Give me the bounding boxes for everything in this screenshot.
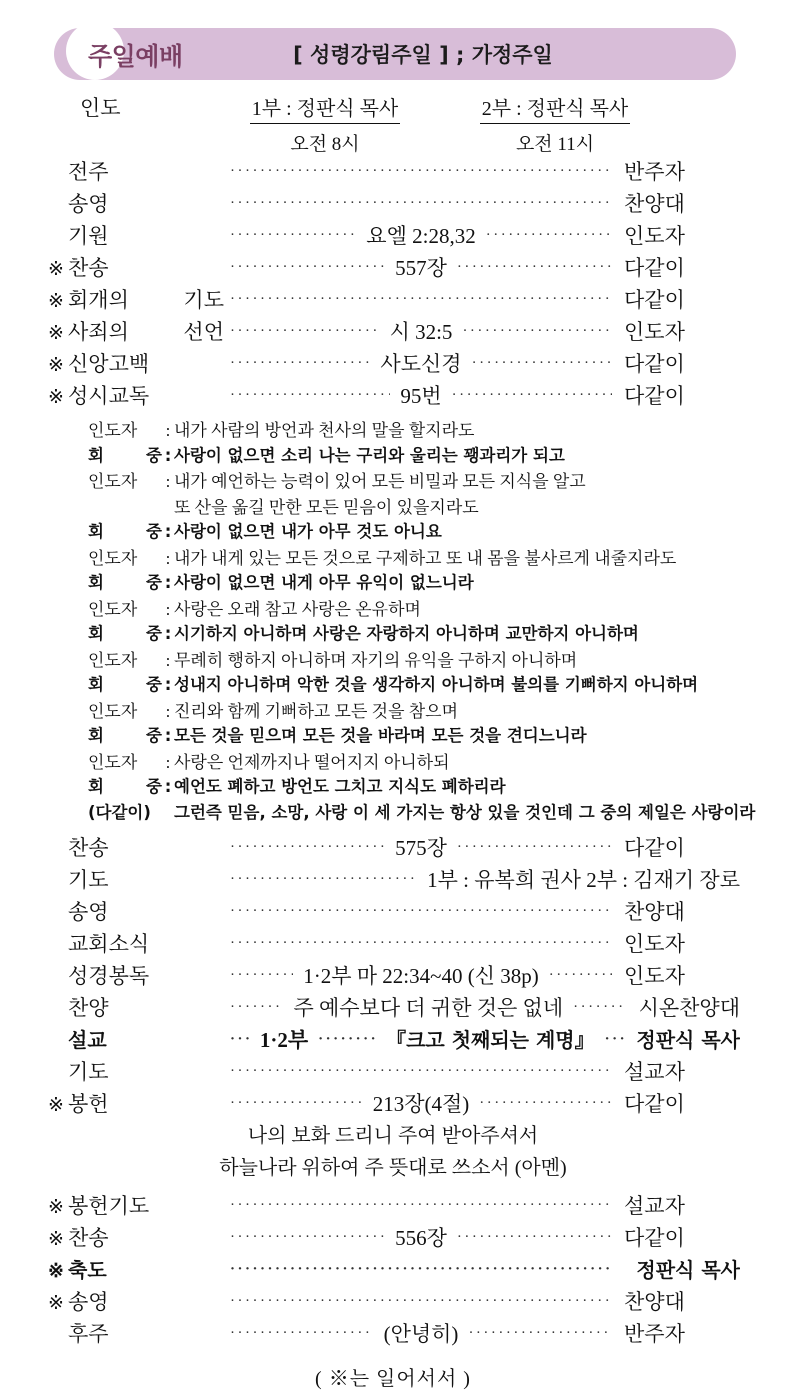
dot-leader	[230, 260, 385, 275]
order-label: 찬송	[68, 836, 109, 860]
reading-text: 사랑은 언제까지나 떨어지지 아니하되	[174, 752, 450, 772]
service-2-leader: 2부 : 정판식 목사	[480, 92, 630, 124]
order-row	[0, 284, 786, 316]
dot-leader	[549, 968, 612, 983]
dot-leader	[230, 936, 612, 951]
reading-speaker: 회 중	[88, 624, 162, 643]
reading-colon: :	[164, 522, 172, 541]
service-1-leader: 1부 : 정판식 목사	[250, 92, 400, 124]
banner-badge-label: 주일예배	[88, 42, 183, 71]
order-row	[0, 188, 786, 220]
dot-leader	[452, 388, 612, 403]
order-center-text: 575장	[395, 836, 447, 860]
order-row	[0, 316, 786, 348]
order-performer: 다같이	[624, 836, 685, 860]
order-row	[0, 992, 786, 1024]
reading-colon: :	[165, 548, 171, 568]
reading-speaker: 회 중	[88, 777, 162, 796]
order-label: 전주	[68, 160, 109, 184]
order-label: 사죄의 선언	[68, 320, 224, 344]
dot-leader	[457, 840, 612, 855]
order-row	[0, 380, 786, 412]
standing-mark: ※	[48, 323, 64, 344]
service-2-column	[440, 92, 670, 156]
responsive-reading-line	[88, 467, 746, 493]
standing-mark: ※	[48, 291, 64, 312]
order-performer: 인도자	[624, 932, 685, 956]
dot-leader	[230, 324, 380, 339]
dot-leader	[230, 196, 612, 211]
reading-speaker: 인도자	[88, 421, 138, 440]
order-label: 송영	[68, 900, 109, 924]
reading-colon: :	[165, 650, 171, 670]
order-center-text: 1·2부 마 22:34~40 (신 38p)	[303, 964, 539, 988]
order-section-two	[0, 832, 786, 1120]
reading-speaker: 인도자	[88, 701, 138, 721]
reading-speaker: 인도자	[88, 472, 138, 491]
standing-mark: ※	[48, 1197, 64, 1218]
order-center-text: 시 32:5	[389, 320, 453, 344]
reading-text: 사랑이 없으면 내게 아무 유익이 없느니라	[174, 573, 474, 592]
order-label: 찬양	[68, 996, 109, 1020]
order-performer: 1부 : 유복희 권사 2부 : 김재기 장로	[427, 868, 740, 892]
header-banner	[0, 28, 786, 80]
reading-text: 예언도 폐하고 방언도 그치고 지식도 폐하리라	[174, 777, 506, 796]
reading-colon: :	[164, 624, 172, 643]
reading-speaker: 인도자	[88, 599, 138, 619]
order-center-text: 213장(4절)	[372, 1092, 470, 1116]
reading-colon: :	[165, 421, 171, 440]
order-performer: 찬양대	[624, 1290, 685, 1314]
responsive-reading-line	[88, 748, 746, 774]
dot-leader	[230, 1326, 374, 1341]
reading-text: 무례히 행하지 아니하며 자기의 유익을 구하지 아니하며	[174, 650, 578, 670]
order-row	[0, 896, 786, 928]
order-performer: 다같이	[624, 1226, 685, 1250]
order-label: 봉헌기도	[68, 1194, 150, 1218]
responsive-reading-section	[0, 412, 786, 826]
reading-text: 내가 내게 있는 모든 것으로 구제하고 또 내 몸을 불사르게 내줄지라도	[174, 548, 677, 568]
reading-speaker: (다같이)	[88, 802, 151, 822]
reading-text: 진리와 함께 기뻐하고 모든 것을 참으며	[174, 701, 459, 721]
order-row	[0, 1286, 786, 1318]
offering-verse-section	[0, 1120, 786, 1184]
standing-mark: ※	[48, 1293, 64, 1314]
dot-leader	[230, 388, 390, 403]
dot-leader	[230, 1064, 612, 1079]
order-performer: 찬양대	[624, 900, 685, 924]
dot-leader	[479, 1096, 612, 1111]
order-center-text: 요엘 2:28,32	[366, 224, 476, 248]
dot-leader	[457, 260, 612, 275]
standing-mark: ※	[48, 1229, 64, 1250]
standing-mark: ※	[48, 1261, 64, 1282]
responsive-reading-line	[88, 722, 746, 748]
order-center-text: 사도신경	[380, 352, 462, 376]
sermon-title: 『크고 첫째되는 계명』	[386, 1028, 595, 1052]
dot-leader	[230, 1294, 612, 1309]
order-row	[0, 1222, 786, 1254]
reading-speaker: 회 중	[88, 522, 162, 541]
dot-leader	[230, 228, 356, 243]
reading-colon: :	[164, 726, 172, 745]
responsive-reading-line	[88, 773, 746, 799]
dot-leader	[230, 1000, 283, 1015]
responsive-reading-line	[88, 569, 746, 595]
reading-colon: :	[164, 573, 172, 592]
order-performer: 다같이	[624, 352, 685, 376]
reading-text: 사랑은 오래 참고 사랑은 온유하며	[174, 599, 421, 619]
reading-text: 그런즉 믿음, 소망, 사랑 이 세 가지는 항상 있을 것인데 그 중의 제일은 사랑이라	[174, 802, 756, 822]
order-label: 설교	[68, 1028, 107, 1052]
responsive-reading-line	[88, 671, 746, 697]
reading-speaker: 회 중	[88, 573, 162, 592]
dot-leader	[230, 1032, 250, 1047]
order-performer: 시온찬양대	[638, 996, 740, 1020]
order-label: 기도	[68, 1060, 109, 1084]
order-performer: 다같이	[624, 288, 685, 312]
order-label: 찬송	[68, 1226, 109, 1250]
order-performer: 인도자	[624, 224, 685, 248]
reading-colon: :	[164, 777, 172, 796]
order-performer: 정판식 목사	[636, 1028, 740, 1052]
order-label: 기원	[68, 224, 109, 248]
order-label: 봉헌	[68, 1092, 109, 1116]
order-label: 송영	[68, 192, 109, 216]
reading-text: 사랑이 없으면 내가 아무 것도 아니요	[174, 522, 442, 541]
dot-leader	[605, 1032, 625, 1047]
dot-leader	[457, 1230, 612, 1245]
responsive-reading-line	[88, 646, 746, 672]
order-performer: 반주자	[624, 1322, 685, 1346]
order-label: 회개의 기도	[68, 288, 224, 312]
order-row	[0, 156, 786, 188]
dot-leader	[230, 968, 293, 983]
order-label: 신앙고백	[68, 352, 150, 376]
dot-leader	[230, 1096, 363, 1111]
reading-text: 사랑이 없으면 소리 나는 구리와 울리는 꽹과리가 되고	[174, 445, 565, 465]
order-performer: 인도자	[624, 964, 685, 988]
order-row	[0, 1254, 786, 1286]
order-label: 교회소식	[68, 932, 150, 956]
dot-leader	[472, 356, 612, 371]
standing-mark: ※	[48, 1095, 64, 1116]
responsive-reading-line	[88, 416, 746, 442]
order-row	[0, 1190, 786, 1222]
order-row	[0, 960, 786, 992]
dot-leader	[230, 356, 370, 371]
reading-colon: :	[165, 599, 171, 619]
responsive-reading-line	[88, 620, 746, 646]
order-center-text: 주 예수보다 더 귀한 것은 없네	[293, 996, 564, 1020]
dot-leader	[230, 872, 415, 887]
order-performer: 정판식 목사	[636, 1258, 740, 1282]
reading-text: 내가 예언하는 능력이 있어 모든 비밀과 모든 지식을 알고	[174, 472, 586, 491]
order-center-text: 556장	[395, 1226, 447, 1250]
standing-mark: ※	[48, 387, 64, 408]
dot-leader	[230, 1262, 612, 1277]
reading-speaker: 인도자	[88, 650, 138, 670]
reading-text: 시기하지 아니하며 사랑은 자랑하지 아니하며 교만하지 아니하며	[174, 624, 639, 643]
order-label: 후주	[68, 1322, 109, 1346]
reading-speaker: 회 중	[88, 445, 162, 465]
reading-speaker: 회 중	[88, 726, 162, 745]
responsive-reading-line	[88, 493, 746, 519]
order-row	[0, 1024, 786, 1056]
reading-speaker: 인도자	[88, 548, 138, 568]
service-1-column	[210, 92, 440, 156]
order-row	[0, 348, 786, 380]
reading-text: 내가 사람의 방언과 천사의 말을 할지라도	[174, 421, 475, 440]
order-center-text: 557장	[395, 256, 447, 280]
order-performer: 다같이	[624, 384, 685, 408]
order-label: 기도	[68, 868, 109, 892]
dot-leader	[230, 904, 612, 919]
reading-colon: :	[165, 752, 171, 772]
order-performer: 인도자	[624, 320, 685, 344]
page-title: [ 성령강림주일 ] ; 가정주일	[293, 43, 553, 67]
order-row	[0, 928, 786, 960]
service-1-time: 오전 8시	[290, 134, 360, 155]
responsive-reading-line	[88, 442, 746, 468]
standing-mark: ※	[48, 355, 64, 376]
order-row	[0, 1318, 786, 1350]
order-label: 성시교독	[68, 384, 150, 408]
dot-leader	[230, 1198, 612, 1213]
worship-order-page	[0, 28, 786, 1390]
order-center-text: 95번	[400, 384, 442, 408]
order-performer: 다같이	[624, 1092, 685, 1116]
reading-colon: :	[165, 701, 171, 721]
order-performer: 반주자	[624, 160, 685, 184]
order-row	[0, 864, 786, 896]
order-performer: 설교자	[624, 1060, 685, 1084]
reading-colon: :	[164, 445, 172, 465]
dot-leader	[468, 1326, 612, 1341]
order-label: 성경봉독	[68, 964, 150, 988]
order-performer: 다같이	[624, 256, 685, 280]
leader-label: 인도	[80, 96, 121, 120]
order-row	[0, 832, 786, 864]
dot-leader	[486, 228, 612, 243]
reading-text: 모든 것을 믿으며 모든 것을 바라며 모든 것을 견디느니라	[174, 726, 587, 745]
order-center-text: 1·2부	[259, 1028, 309, 1052]
dot-leader	[230, 840, 385, 855]
service-2-time: 오전 11시	[515, 134, 595, 155]
order-section-one	[0, 156, 786, 412]
reading-speaker: 회 중	[88, 675, 162, 694]
dot-leader	[318, 1032, 376, 1047]
dot-leader	[230, 1230, 385, 1245]
order-label: 축도	[68, 1258, 107, 1282]
dot-leader	[462, 324, 612, 339]
reading-text: 성내지 아니하며 악한 것을 생각하지 아니하며 불의를 기뻐하지 아니하며	[174, 675, 699, 694]
reading-text: 또 산을 옮길 만한 모든 믿음이 있을지라도	[174, 497, 479, 517]
order-performer: 찬양대	[624, 192, 685, 216]
service-leader-header	[0, 92, 786, 155]
dot-leader	[230, 164, 612, 179]
standing-mark: ※	[48, 259, 64, 280]
order-row	[0, 252, 786, 284]
reading-colon: :	[165, 472, 171, 491]
order-row	[0, 220, 786, 252]
order-center-text: (안녕히)	[383, 1322, 459, 1346]
order-section-three	[0, 1190, 786, 1350]
reading-colon: :	[164, 675, 172, 694]
dot-leader	[573, 1000, 626, 1015]
responsive-reading-line	[88, 799, 756, 825]
responsive-reading-line	[88, 595, 746, 621]
offering-verse-line: 나의 보화 드리니 주여 받아주셔서	[247, 1125, 539, 1147]
order-label: 송영	[68, 1290, 109, 1314]
order-row	[0, 1056, 786, 1088]
responsive-reading-line	[88, 544, 746, 570]
reading-speaker: 인도자	[88, 752, 138, 772]
order-performer: 설교자	[624, 1194, 685, 1218]
standing-note: ( ※는 일어서서 )	[315, 1368, 471, 1390]
order-label: 찬송	[68, 256, 109, 280]
offering-verse-line: 하늘나라 위하여 주 뜻대로 쓰소서 (아멘)	[219, 1157, 567, 1179]
dot-leader	[230, 292, 612, 307]
responsive-reading-line	[88, 697, 746, 723]
responsive-reading-line	[88, 518, 746, 544]
order-row	[0, 1088, 786, 1120]
